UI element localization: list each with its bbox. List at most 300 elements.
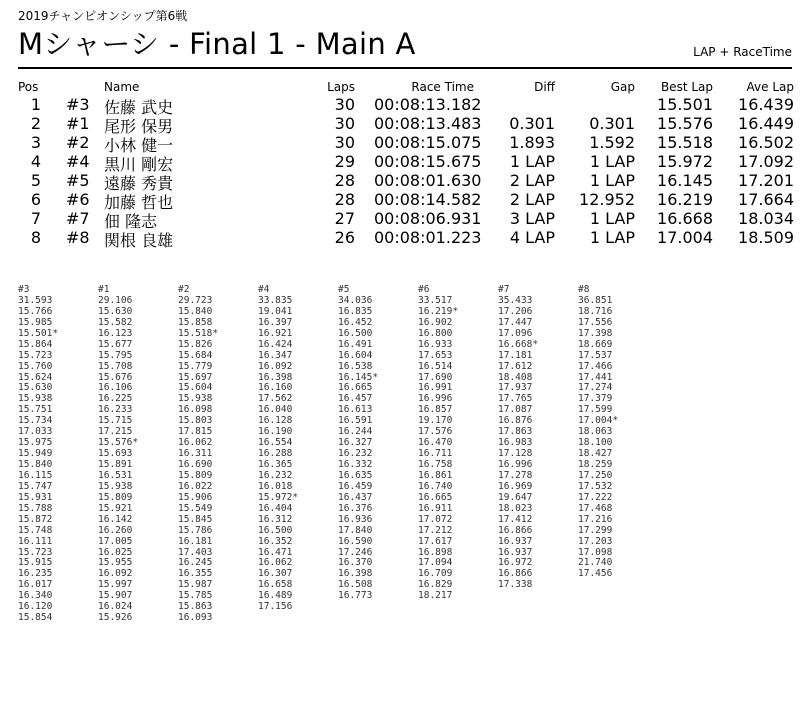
lap-time: 16.225 (98, 393, 133, 405)
header-laps: Laps (327, 80, 355, 94)
lap-time: 16.740 (418, 480, 453, 492)
lap-time: 17.556 (578, 316, 613, 328)
lap-time: 16.452 (338, 316, 373, 328)
lap-time: 16.111 (18, 535, 53, 547)
lap-time: 16.232 (338, 448, 373, 460)
best-lap-cell: 15.501 (657, 95, 713, 114)
lap-time: 16.120 (18, 601, 53, 613)
lap-column-header: #8 (578, 284, 590, 295)
lap-time: 16.972 (498, 557, 533, 569)
lap-time: 16.991 (418, 382, 453, 394)
ave-lap-cell: 16.439 (738, 95, 794, 114)
best-lap-cell: 16.145 (657, 171, 713, 190)
lap-time: 16.355 (178, 568, 213, 580)
lap-time: 17.299 (578, 524, 613, 536)
lap-time: 17.562 (258, 393, 293, 405)
lap-time: 15.715 (98, 415, 133, 427)
lap-time: 16.040 (258, 404, 293, 416)
results-table (18, 76, 794, 250)
lap-time: 16.538 (338, 360, 373, 372)
lap-time: 16.898 (418, 546, 453, 558)
lap-time: 17.222 (578, 491, 613, 503)
lap-time: 16.969 (498, 480, 533, 492)
lap-time: 16.115 (18, 469, 53, 481)
lap-time: 16.340 (18, 590, 53, 602)
lap-time: 15.677 (98, 338, 133, 350)
diff-cell: 2 LAP (509, 171, 555, 190)
lap-time: 17.403 (178, 546, 213, 558)
lap-time: 15.549 (178, 502, 213, 514)
lap-time: 16.332 (338, 459, 373, 470)
result-row (18, 95, 794, 117)
result-row (18, 228, 794, 250)
lap-time: 15.864 (18, 338, 53, 350)
header-best-lap: Best Lap (660, 80, 713, 94)
lap-time: 16.668* (498, 338, 539, 350)
lap-time: 15.949 (18, 448, 53, 460)
lap-time: 16.613 (338, 404, 373, 416)
laps-cell: 30 (334, 95, 355, 114)
lap-column (178, 285, 253, 624)
lap-time: 16.983 (498, 437, 533, 449)
gap-cell: 0.301 (589, 114, 635, 133)
lap-time: 15.938 (18, 393, 53, 405)
lap-time: 16.244 (338, 426, 373, 438)
lap-time: 16.933 (418, 338, 453, 350)
lap-time: 18.063 (578, 426, 613, 438)
lap-time: 15.624 (18, 371, 53, 383)
diff-cell: 1.893 (509, 133, 555, 152)
lap-time: 15.915 (18, 557, 53, 569)
lap-time: 15.676 (98, 371, 133, 383)
driver-name-cell: 黒川 剛宏 (104, 155, 174, 174)
laps-cell: 30 (334, 133, 355, 152)
lap-time: 17.447 (498, 316, 533, 328)
ave-lap-cell: 16.502 (738, 133, 794, 152)
race-time-cell: 00:08:01.630 (374, 171, 482, 190)
lap-time: 16.665 (338, 382, 373, 394)
lap-time: 15.809 (98, 491, 133, 503)
lap-time: 15.604 (178, 382, 213, 394)
lap-time: 16.098 (178, 404, 213, 416)
lap-time: 16.470 (418, 437, 453, 449)
lap-time: 15.872 (18, 513, 53, 525)
lap-time: 16.398 (338, 568, 373, 580)
lap-time: 17.576 (418, 426, 453, 438)
lap-time: 16.288 (258, 448, 293, 460)
lap-time: 16.219* (418, 305, 459, 317)
driver-name-cell: 佐藤 武史 (104, 98, 174, 117)
lap-time: 16.866 (498, 568, 533, 580)
lap-time: 16.459 (338, 480, 373, 492)
lap-time: 15.955 (98, 557, 133, 569)
result-row (18, 114, 794, 136)
gap-cell: 1.592 (589, 133, 635, 152)
lap-time: 16.554 (258, 437, 293, 449)
lap-time: 16.829 (418, 579, 453, 591)
lap-time: 18.023 (498, 502, 533, 514)
lap-time: 18.100 (578, 437, 613, 449)
lap-time: 16.260 (98, 524, 133, 536)
lap-time: 15.809 (178, 469, 213, 481)
lap-time: 15.786 (178, 524, 213, 536)
pos-cell: 1 (30, 95, 42, 114)
driver-name-cell: 尾形 保男 (104, 117, 174, 136)
lap-column (98, 285, 173, 624)
lap-time: 15.693 (98, 448, 133, 460)
pos-cell: 4 (30, 152, 42, 171)
lap-time: 15.785 (178, 590, 213, 602)
header-race-time: Race Time (411, 80, 474, 94)
lap-time: 16.327 (338, 437, 373, 449)
lap-time: 16.936 (338, 513, 373, 525)
page-title: Mシャーシ - Final 1 - Main A (18, 27, 416, 61)
lap-time: 16.531 (98, 469, 133, 481)
header-gap: Gap (610, 80, 635, 94)
lap-time: 15.684 (178, 349, 213, 361)
lap-time: 16.921 (258, 327, 293, 339)
lap-time: 15.840 (18, 459, 53, 470)
lap-time: 16.017 (18, 579, 53, 591)
lap-time: 16.437 (338, 491, 373, 503)
car-number-cell: #7 (66, 209, 90, 228)
race-time-cell: 00:08:15.075 (374, 133, 482, 152)
diff-cell: 0.301 (509, 114, 555, 133)
lap-time: 17.246 (338, 546, 373, 558)
lap-time: 17.532 (578, 480, 613, 492)
pos-cell: 8 (30, 228, 42, 247)
lap-time: 17.004* (578, 415, 619, 427)
lap-column-header: #5 (338, 284, 350, 295)
lap-column (418, 285, 493, 602)
lap-time: 17.250 (578, 469, 613, 481)
lap-time: 16.123 (98, 327, 133, 339)
lap-time: 15.747 (18, 480, 53, 492)
lap-time: 17.398 (578, 327, 613, 339)
lap-time: 17.005 (98, 535, 133, 547)
lap-time: 16.937 (498, 546, 533, 558)
lap-time: 16.996 (418, 393, 453, 405)
lap-time: 16.590 (338, 535, 373, 547)
lap-time: 33.835 (258, 294, 293, 306)
lap-time: 15.723 (18, 546, 53, 558)
lap-time: 17.937 (498, 382, 533, 394)
lap-time: 31.593 (18, 294, 53, 306)
lap-time: 16.690 (178, 459, 213, 470)
lap-time: 16.233 (98, 404, 133, 416)
lap-time: 17.206 (498, 305, 533, 317)
lap-time: 18.408 (498, 371, 533, 383)
lap-time: 16.370 (338, 557, 373, 569)
lap-time: 15.987 (178, 579, 213, 591)
lap-time: 35.433 (498, 294, 533, 306)
race-time-cell: 00:08:06.931 (374, 209, 482, 228)
lap-time: 34.036 (338, 294, 373, 306)
lap-time: 16.307 (258, 568, 293, 580)
pos-cell: 3 (30, 133, 42, 152)
driver-name-cell: 佃 隆志 (104, 212, 158, 231)
lap-time: 16.489 (258, 590, 293, 602)
lap-time: 21.740 (578, 557, 613, 569)
lap-time: 17.468 (578, 502, 613, 514)
lap-time: 16.514 (418, 360, 453, 372)
lap-time: 17.765 (498, 393, 533, 405)
lap-time: 15.734 (18, 415, 53, 427)
pos-cell: 6 (30, 190, 42, 209)
lap-time: 16.092 (98, 568, 133, 580)
car-number-cell: #1 (66, 114, 90, 133)
lap-time: 16.145* (338, 371, 379, 383)
lap-time: 16.106 (98, 382, 133, 394)
lap-time: 16.902 (418, 316, 453, 328)
laps-cell: 29 (334, 152, 355, 171)
event-name: 2019チャンピオンシップ第6戦 (18, 9, 188, 23)
ave-lap-cell: 17.092 (738, 152, 794, 171)
lap-time: 16.911 (418, 502, 453, 514)
gap-cell: 1 LAP (589, 209, 635, 228)
lap-time: 16.604 (338, 349, 373, 361)
lap-time: 16.128 (258, 415, 293, 427)
lap-time: 15.854 (18, 612, 53, 624)
lap-time: 16.347 (258, 349, 293, 361)
header-divider (18, 67, 792, 69)
lap-column (498, 285, 573, 591)
header-name: Name (104, 80, 140, 94)
driver-name-cell: 関根 良雄 (104, 231, 174, 250)
lap-time: 17.456 (578, 568, 613, 580)
result-rows (18, 95, 794, 250)
lap-time: 15.788 (18, 502, 53, 514)
lap-time: 16.404 (258, 502, 293, 514)
laps-cell: 28 (334, 190, 355, 209)
driver-name-cell: 小林 健一 (104, 136, 174, 155)
lap-time: 17.098 (578, 546, 613, 558)
lap-time: 17.840 (338, 524, 373, 536)
lap-time: 16.025 (98, 546, 133, 558)
lap-time: 15.826 (178, 338, 213, 350)
lap-column (258, 285, 333, 613)
lap-time: 17.033 (18, 426, 53, 438)
best-lap-cell: 16.668 (657, 209, 713, 228)
lap-time: 15.501* (18, 327, 59, 339)
lap-time: 16.190 (258, 426, 293, 438)
diff-cell: 1 LAP (509, 152, 555, 171)
best-lap-cell: 15.972 (657, 152, 713, 171)
best-lap-cell: 17.004 (657, 228, 713, 247)
lap-time: 17.599 (578, 404, 613, 416)
lap-time: 16.800 (418, 327, 453, 339)
lap-time: 16.457 (338, 393, 373, 405)
lap-time: 16.500 (338, 327, 373, 339)
lap-column (18, 285, 93, 624)
pos-cell: 5 (30, 171, 42, 190)
lap-time: 16.937 (498, 535, 533, 547)
lap-time: 16.093 (178, 612, 213, 624)
car-number-cell: #8 (66, 228, 90, 247)
lap-time: 18.427 (578, 448, 613, 460)
lap-time: 17.441 (578, 371, 613, 383)
driver-name-cell: 加藤 哲也 (104, 193, 174, 212)
lap-time: 17.096 (498, 327, 533, 339)
lap-time: 17.181 (498, 349, 533, 361)
lap-time: 17.537 (578, 349, 613, 361)
lap-time: 16.160 (258, 382, 293, 394)
lap-time: 16.711 (418, 448, 453, 460)
gap-cell: 1 LAP (589, 152, 635, 171)
lap-time: 17.612 (498, 360, 533, 372)
lap-time: 16.591 (338, 415, 373, 427)
best-lap-cell: 15.518 (657, 133, 713, 152)
best-lap-cell: 15.576 (657, 114, 713, 133)
lap-time: 16.397 (258, 316, 293, 328)
lap-time: 15.863 (178, 601, 213, 613)
lap-time: 16.398 (258, 371, 293, 383)
lap-time: 15.760 (18, 360, 53, 372)
lap-time: 15.938 (178, 393, 213, 405)
lap-time: 15.803 (178, 415, 213, 427)
lap-time: 16.665 (418, 491, 453, 503)
lap-time: 36.851 (578, 294, 613, 306)
laps-cell: 26 (334, 228, 355, 247)
ave-lap-cell: 18.509 (738, 228, 794, 247)
lap-time: 16.709 (418, 568, 453, 580)
lap-time: 15.748 (18, 524, 53, 536)
lap-time: 17.466 (578, 360, 613, 372)
lap-time: 16.311 (178, 448, 213, 460)
lap-time: 17.203 (578, 535, 613, 547)
lap-time: 15.708 (98, 360, 133, 372)
lap-time: 17.653 (418, 349, 453, 361)
car-number-cell: #4 (66, 152, 90, 171)
lap-time: 16.773 (338, 590, 373, 602)
lap-time: 17.278 (498, 469, 533, 481)
lap-time: 17.690 (418, 371, 453, 383)
lap-time: 15.795 (98, 349, 133, 361)
ave-lap-cell: 17.201 (738, 171, 794, 190)
lap-time: 15.858 (178, 316, 213, 328)
lap-time: 17.216 (578, 513, 613, 525)
lap-time: 16.092 (258, 360, 293, 372)
pos-cell: 2 (30, 114, 42, 133)
result-row (18, 133, 794, 155)
lap-time: 16.312 (258, 513, 293, 525)
lap-time: 16.424 (258, 338, 293, 350)
lap-time: 19.041 (258, 305, 293, 317)
lap-time: 29.106 (98, 294, 133, 306)
lap-time: 17.338 (498, 579, 533, 591)
lap-time: 16.352 (258, 535, 293, 547)
lap-time: 16.365 (258, 459, 293, 470)
lap-time: 17.087 (498, 404, 533, 416)
header-diff: Diff (534, 80, 555, 94)
result-row (18, 190, 794, 212)
results-header-row (18, 76, 794, 95)
driver-name-cell: 遠藤 秀貴 (104, 174, 174, 193)
result-row (18, 171, 794, 193)
lap-time: 15.582 (98, 316, 133, 328)
lap-time: 15.921 (98, 502, 133, 514)
lap-time: 18.217 (418, 590, 453, 602)
car-number-cell: #3 (66, 95, 90, 114)
lap-time: 15.766 (18, 305, 53, 317)
lap-time: 16.996 (498, 459, 533, 470)
diff-cell: 2 LAP (509, 190, 555, 209)
lap-time: 33.517 (418, 294, 453, 306)
lap-time: 16.245 (178, 557, 213, 569)
ave-lap-cell: 17.664 (738, 190, 794, 209)
pos-cell: 7 (30, 209, 42, 228)
car-number-cell: #6 (66, 190, 90, 209)
lap-time: 16.876 (498, 415, 533, 427)
lap-time: 18.259 (578, 459, 613, 470)
lap-time: 16.376 (338, 502, 373, 514)
lap-time: 15.840 (178, 305, 213, 317)
lap-time: 17.212 (418, 524, 453, 536)
lap-time: 16.024 (98, 601, 133, 613)
lap-time: 15.779 (178, 360, 213, 372)
lap-time: 15.938 (98, 480, 133, 492)
lap-time: 15.630 (18, 382, 53, 394)
lap-time: 15.972* (258, 491, 299, 503)
lap-column-header: #6 (418, 284, 430, 295)
lap-time: 17.274 (578, 382, 613, 394)
lap-time: 16.018 (258, 480, 293, 492)
race-time-cell: 00:08:01.223 (374, 228, 482, 247)
lap-time: 15.931 (18, 491, 53, 503)
lap-time: 17.128 (498, 448, 533, 460)
lap-time: 15.630 (98, 305, 133, 317)
report-type-label: LAP + RaceTime (693, 45, 792, 59)
diff-cell: 3 LAP (509, 209, 555, 228)
lap-time: 15.723 (18, 349, 53, 361)
lap-time: 15.907 (98, 590, 133, 602)
lap-time: 16.491 (338, 338, 373, 350)
best-lap-cell: 16.219 (657, 190, 713, 209)
lap-time: 19.647 (498, 491, 533, 503)
lap-time: 16.142 (98, 513, 133, 525)
lap-time: 16.758 (418, 459, 453, 470)
lap-column-header: #7 (498, 284, 510, 295)
lap-time: 29.723 (178, 294, 213, 306)
result-row (18, 152, 794, 174)
lap-column-header: #2 (178, 284, 190, 295)
lap-time: 16.835 (338, 305, 373, 317)
lap-time: 16.062 (258, 557, 293, 569)
lap-time: 17.815 (178, 426, 213, 438)
car-number-cell: #5 (66, 171, 90, 190)
race-time-cell: 00:08:13.182 (374, 95, 482, 114)
lap-time: 16.062 (178, 437, 213, 449)
lap-time: 18.716 (578, 305, 613, 317)
lap-column (338, 285, 413, 602)
lap-time: 15.518* (178, 327, 219, 339)
lap-column-header: #1 (98, 284, 110, 295)
lap-time: 16.500 (258, 524, 293, 536)
lap-time: 15.576* (98, 437, 139, 449)
lap-time: 16.471 (258, 546, 293, 558)
lap-time: 16.508 (338, 579, 373, 591)
lap-time: 15.906 (178, 491, 213, 503)
lap-time: 16.866 (498, 524, 533, 536)
lap-time: 16.235 (18, 568, 53, 580)
lap-time: 16.635 (338, 469, 373, 481)
gap-cell: 1 LAP (589, 171, 635, 190)
gap-cell: 12.952 (579, 190, 635, 209)
race-time-cell: 00:08:15.675 (374, 152, 482, 171)
lap-time: 15.997 (98, 579, 133, 591)
laps-cell: 28 (334, 171, 355, 190)
lap-time: 15.985 (18, 316, 53, 328)
